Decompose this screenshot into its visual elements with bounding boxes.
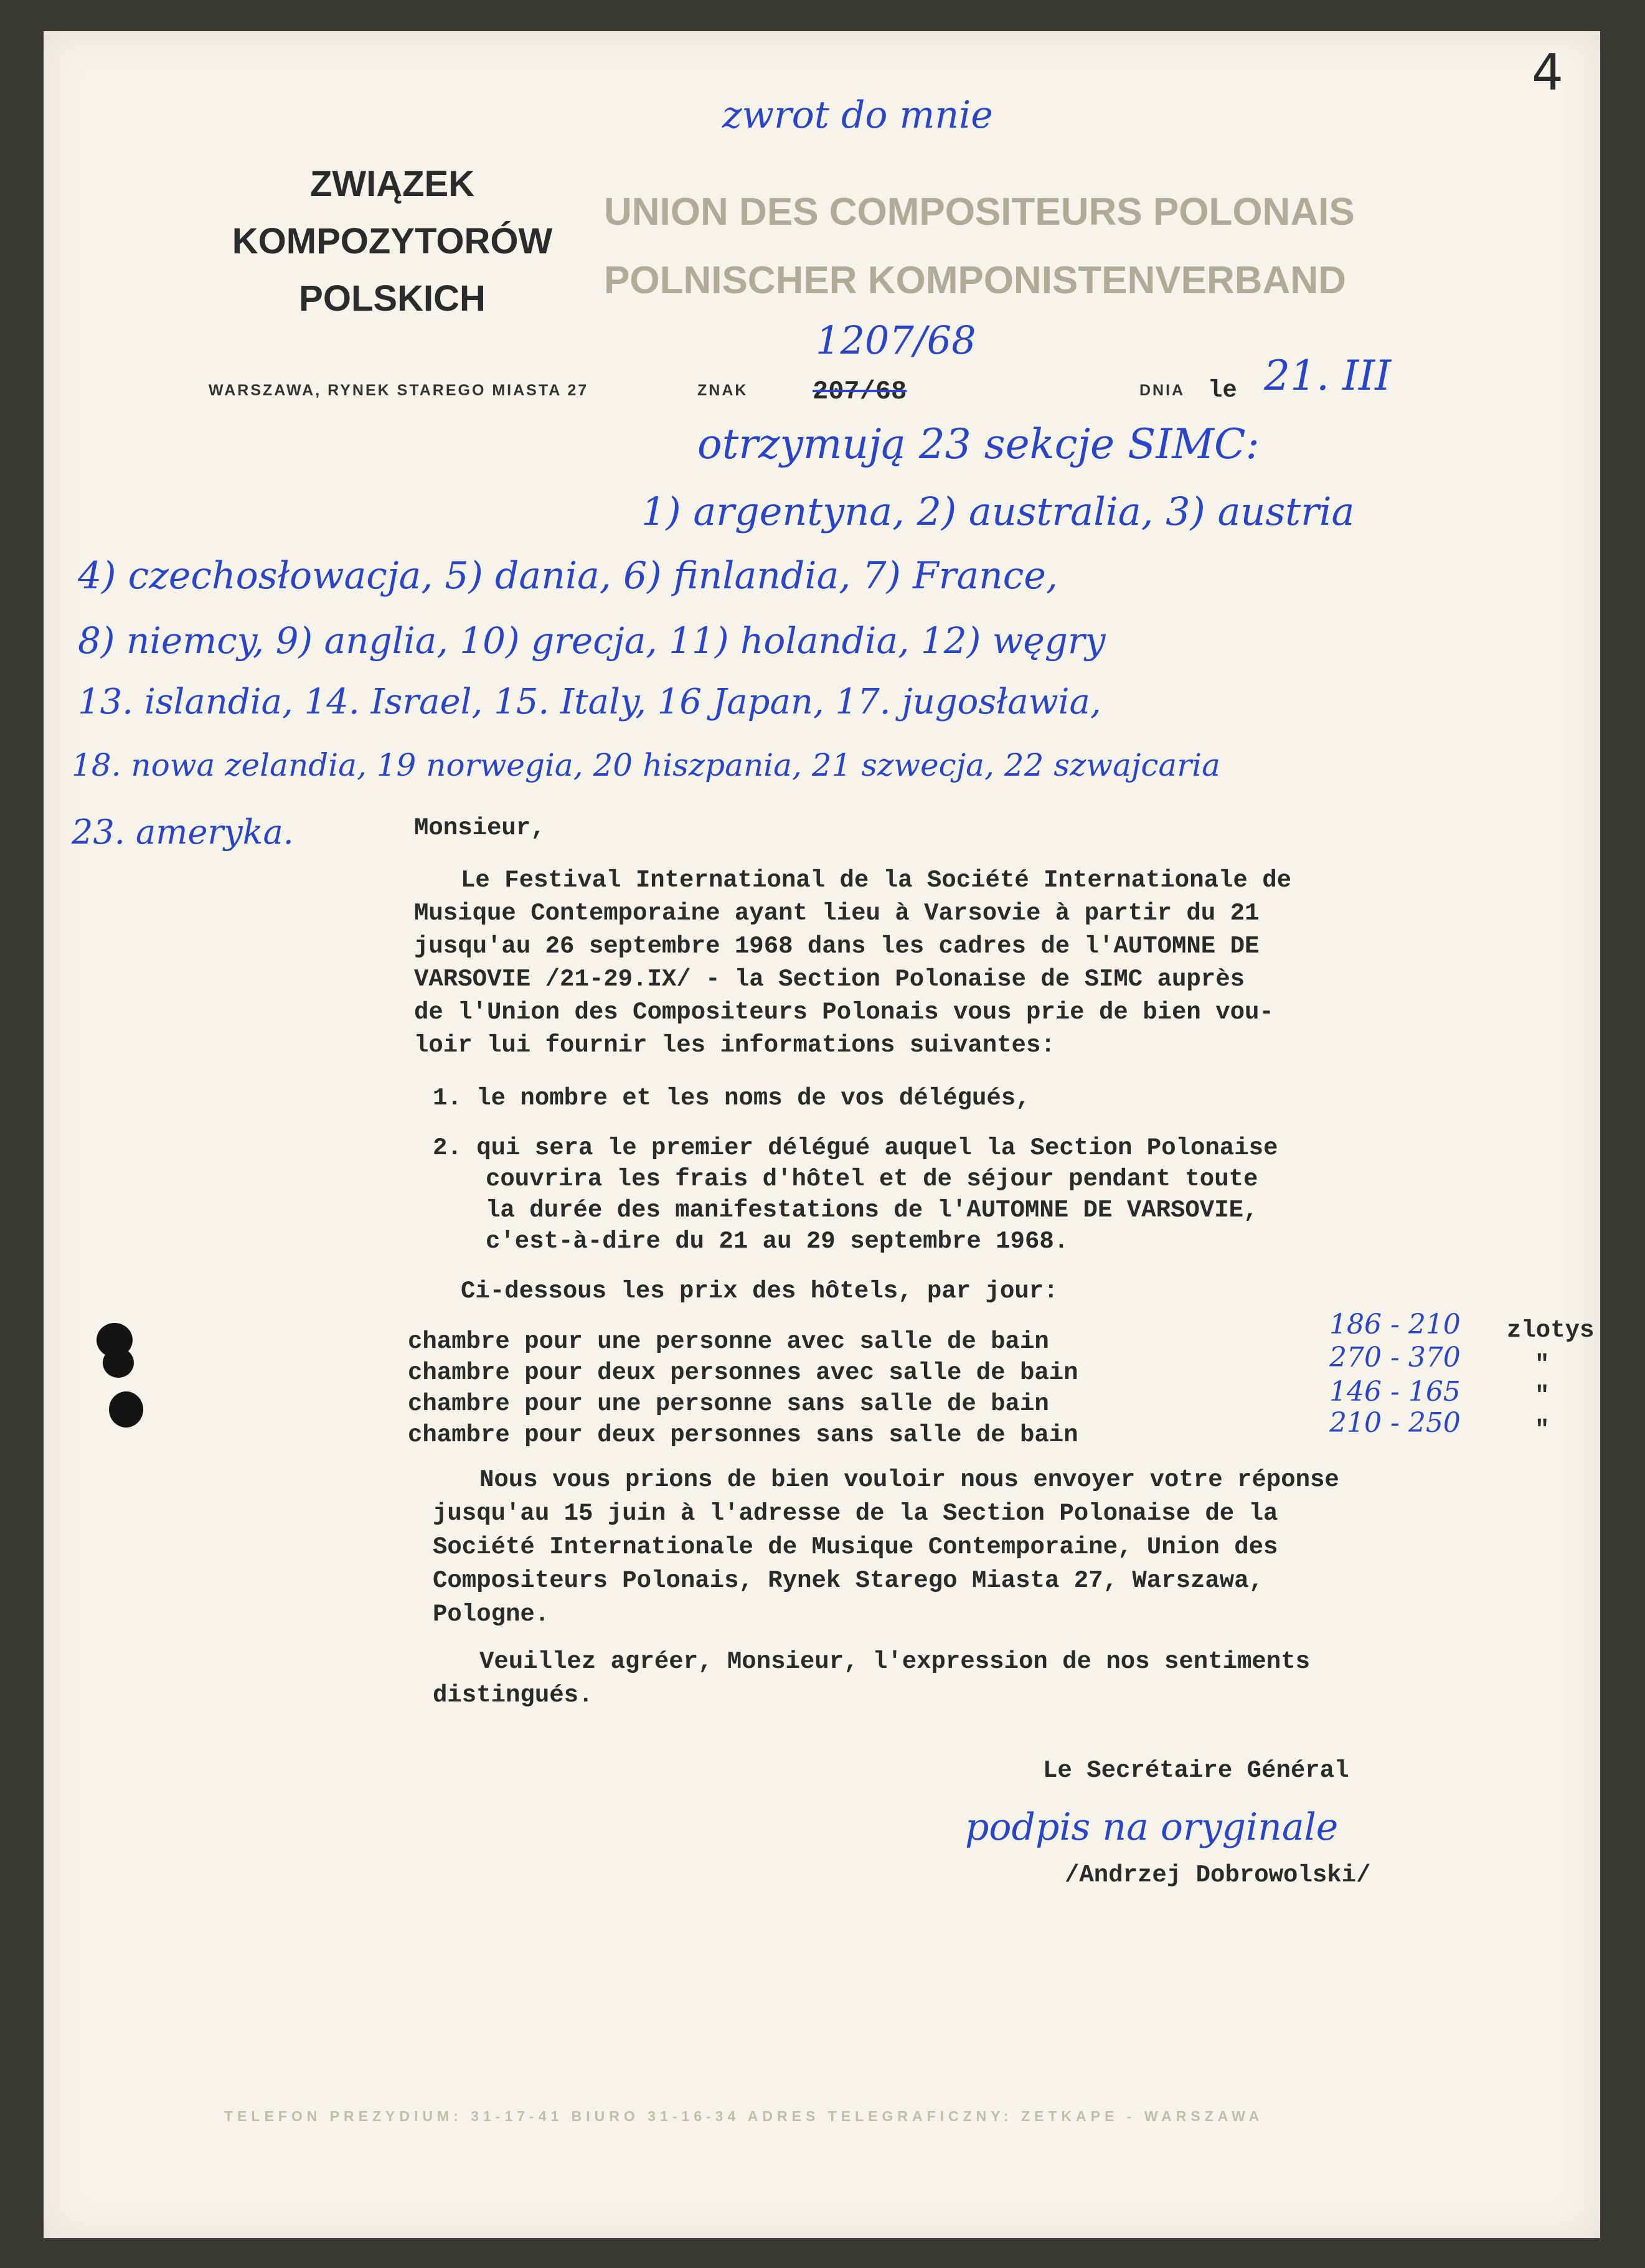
price-row-3	[408, 1390, 1049, 1418]
letterhead-french-name: UNION DES COMPOSITEURS POLONAIS	[604, 191, 1355, 233]
letterhead-german-name: POLNISCHER KOMPONISTENVERBAND	[604, 259, 1346, 302]
le-label: le	[1208, 377, 1237, 404]
letterhead-line-2: KOMPOZYTORÓW	[232, 221, 553, 261]
recipients-line-3: 8) niemcy, 9) anglia, 10) grecja, 11) holandia, 12) węgry	[78, 619, 1106, 662]
price-unit-3: "	[1535, 1382, 1550, 1409]
signature-name: /Andrzej Dobrowolski/	[1065, 1861, 1371, 1889]
body-p1-line-4: VARSOVIE /21-29.IX/ - la Section Polonaise de SIMC auprès	[414, 966, 1245, 993]
recipients-line-1: 1) argentyna, 2) australia, 3) austria	[641, 489, 1355, 534]
letterhead-polish-name	[168, 156, 616, 327]
price-value-4: 210 - 250	[1329, 1407, 1461, 1439]
body-p2-line-5: Pologne.	[433, 1601, 550, 1628]
date-handwritten: 21. III	[1264, 352, 1392, 400]
letterhead-line-3: POLSKICH	[299, 278, 486, 319]
salutation: Monsieur,	[414, 814, 545, 842]
letterhead-address: WARSZAWA, RYNEK STAREGO MIASTA 27	[209, 382, 589, 399]
recipients-line-4: 13. islandia, 14. Israel, 15. Italy, 16 Japan, 17. jugosławia,	[78, 682, 1101, 722]
signature-title: Le Secrétaire Général	[1043, 1757, 1349, 1784]
signature-handwritten: podpis na oryginale	[965, 1805, 1339, 1849]
recipients-heading: otrzymują 23 sekcje SIMC:	[697, 420, 1260, 468]
list-item-2-line-2: couvrira les frais d'hôtel et de séjour pendant toute	[486, 1165, 1258, 1193]
body-p1-line-6: loir lui fournir les informations suivantes:	[414, 1032, 1055, 1059]
list-item-1: 1. le nombre et les noms de vos délégués,	[433, 1085, 1030, 1112]
price-row-2	[408, 1359, 1078, 1386]
list-item-2-line-4: c'est-à-dire du 21 au 29 septembre 1968.	[486, 1228, 1069, 1255]
price-value-3: 146 - 165	[1329, 1376, 1461, 1408]
body-p1-line-2: Musique Contemporaine ayant lieu à Varsovie à partir du 21	[414, 900, 1260, 927]
dnia-label: DNIA	[1139, 382, 1185, 399]
price-label-2: chambre pour deux personnes avec salle de bain	[408, 1359, 1078, 1386]
body-p2-line-3: Société Internationale de Musique Contemporaine, Union des	[433, 1533, 1278, 1561]
body-p2-line-1: Nous vous prions de bien vouloir nous envoyer votre réponse	[479, 1466, 1339, 1494]
recipients-line-6: 23. ameryka.	[72, 812, 294, 852]
body-p2-line-4: Compositeurs Polonais, Rynek Starego Miasta 27, Warszawa,	[433, 1567, 1264, 1594]
punch-hole-icon	[109, 1391, 143, 1428]
closing-line-1: Veuillez agréer, Monsieur, l'expression de nos sentiments	[479, 1648, 1311, 1675]
price-unit-4: "	[1535, 1416, 1550, 1444]
recipients-line-5: 18. nowa zelandia, 19 norwegia, 20 hiszpania, 21 szwecja, 22 szwajcaria	[72, 747, 1220, 783]
price-label-1: chambre pour une personne avec salle de bain	[408, 1328, 1049, 1355]
price-unit-1: zlotys	[1507, 1317, 1595, 1344]
closing-line-2: distingués.	[433, 1682, 593, 1709]
letterhead-line-1: ZWIĄZEK	[309, 164, 475, 204]
recipients-line-2: 4) czechosłowacja, 5) dania, 6) finlandia, 7) France,	[78, 554, 1058, 598]
price-value-1: 186 - 210	[1329, 1309, 1461, 1340]
list-item-2-line-3: la durée des manifestations de l'AUTOMNE DE VARSOVIE,	[486, 1197, 1258, 1224]
punch-hole-icon	[103, 1348, 134, 1378]
reference-handwritten: 1207/68	[816, 318, 976, 363]
letterhead-footer: TELEFON PREZYDIUM: 31-17-41 BIURO 31-16-34 ADRES TELEGRAFICZNY: ZETKAPE - WARSZAWA	[224, 2108, 1264, 2124]
handwritten-note-top: zwrot do mnie	[722, 93, 993, 137]
price-label-4: chambre pour deux personnes sans salle de bain	[408, 1421, 1078, 1449]
body-p1-line-1: Le Festival International de la Société Internationale de	[461, 867, 1292, 894]
body-p1-line-5: de l'Union des Compositeurs Polonais vous prie de bien vou-	[414, 999, 1274, 1026]
body-p1-line-3: jusqu'au 26 septembre 1968 dans les cadres de l'AUTOMNE DE	[414, 933, 1260, 960]
price-label-3: chambre pour une personne sans salle de bain	[408, 1390, 1049, 1418]
body-p2-line-2: jusqu'au 15 juin à l'adresse de la Section Polonaise de la	[433, 1500, 1278, 1527]
price-unit-2: "	[1535, 1351, 1550, 1378]
price-value-2: 270 - 370	[1329, 1342, 1461, 1373]
reference-typed-crossed: 207/68	[813, 377, 907, 407]
price-row-4	[408, 1421, 1078, 1449]
letter-sheet	[44, 31, 1600, 2238]
znak-label: ZNAK	[697, 382, 748, 399]
page-number: 4	[1532, 44, 1563, 101]
prices-intro: Ci-dessous les prix des hôtels, par jour:	[461, 1278, 1058, 1305]
price-row-1	[408, 1328, 1049, 1355]
list-item-2-line-1: 2. qui sera le premier délégué auquel la Section Polonaise	[433, 1134, 1278, 1162]
